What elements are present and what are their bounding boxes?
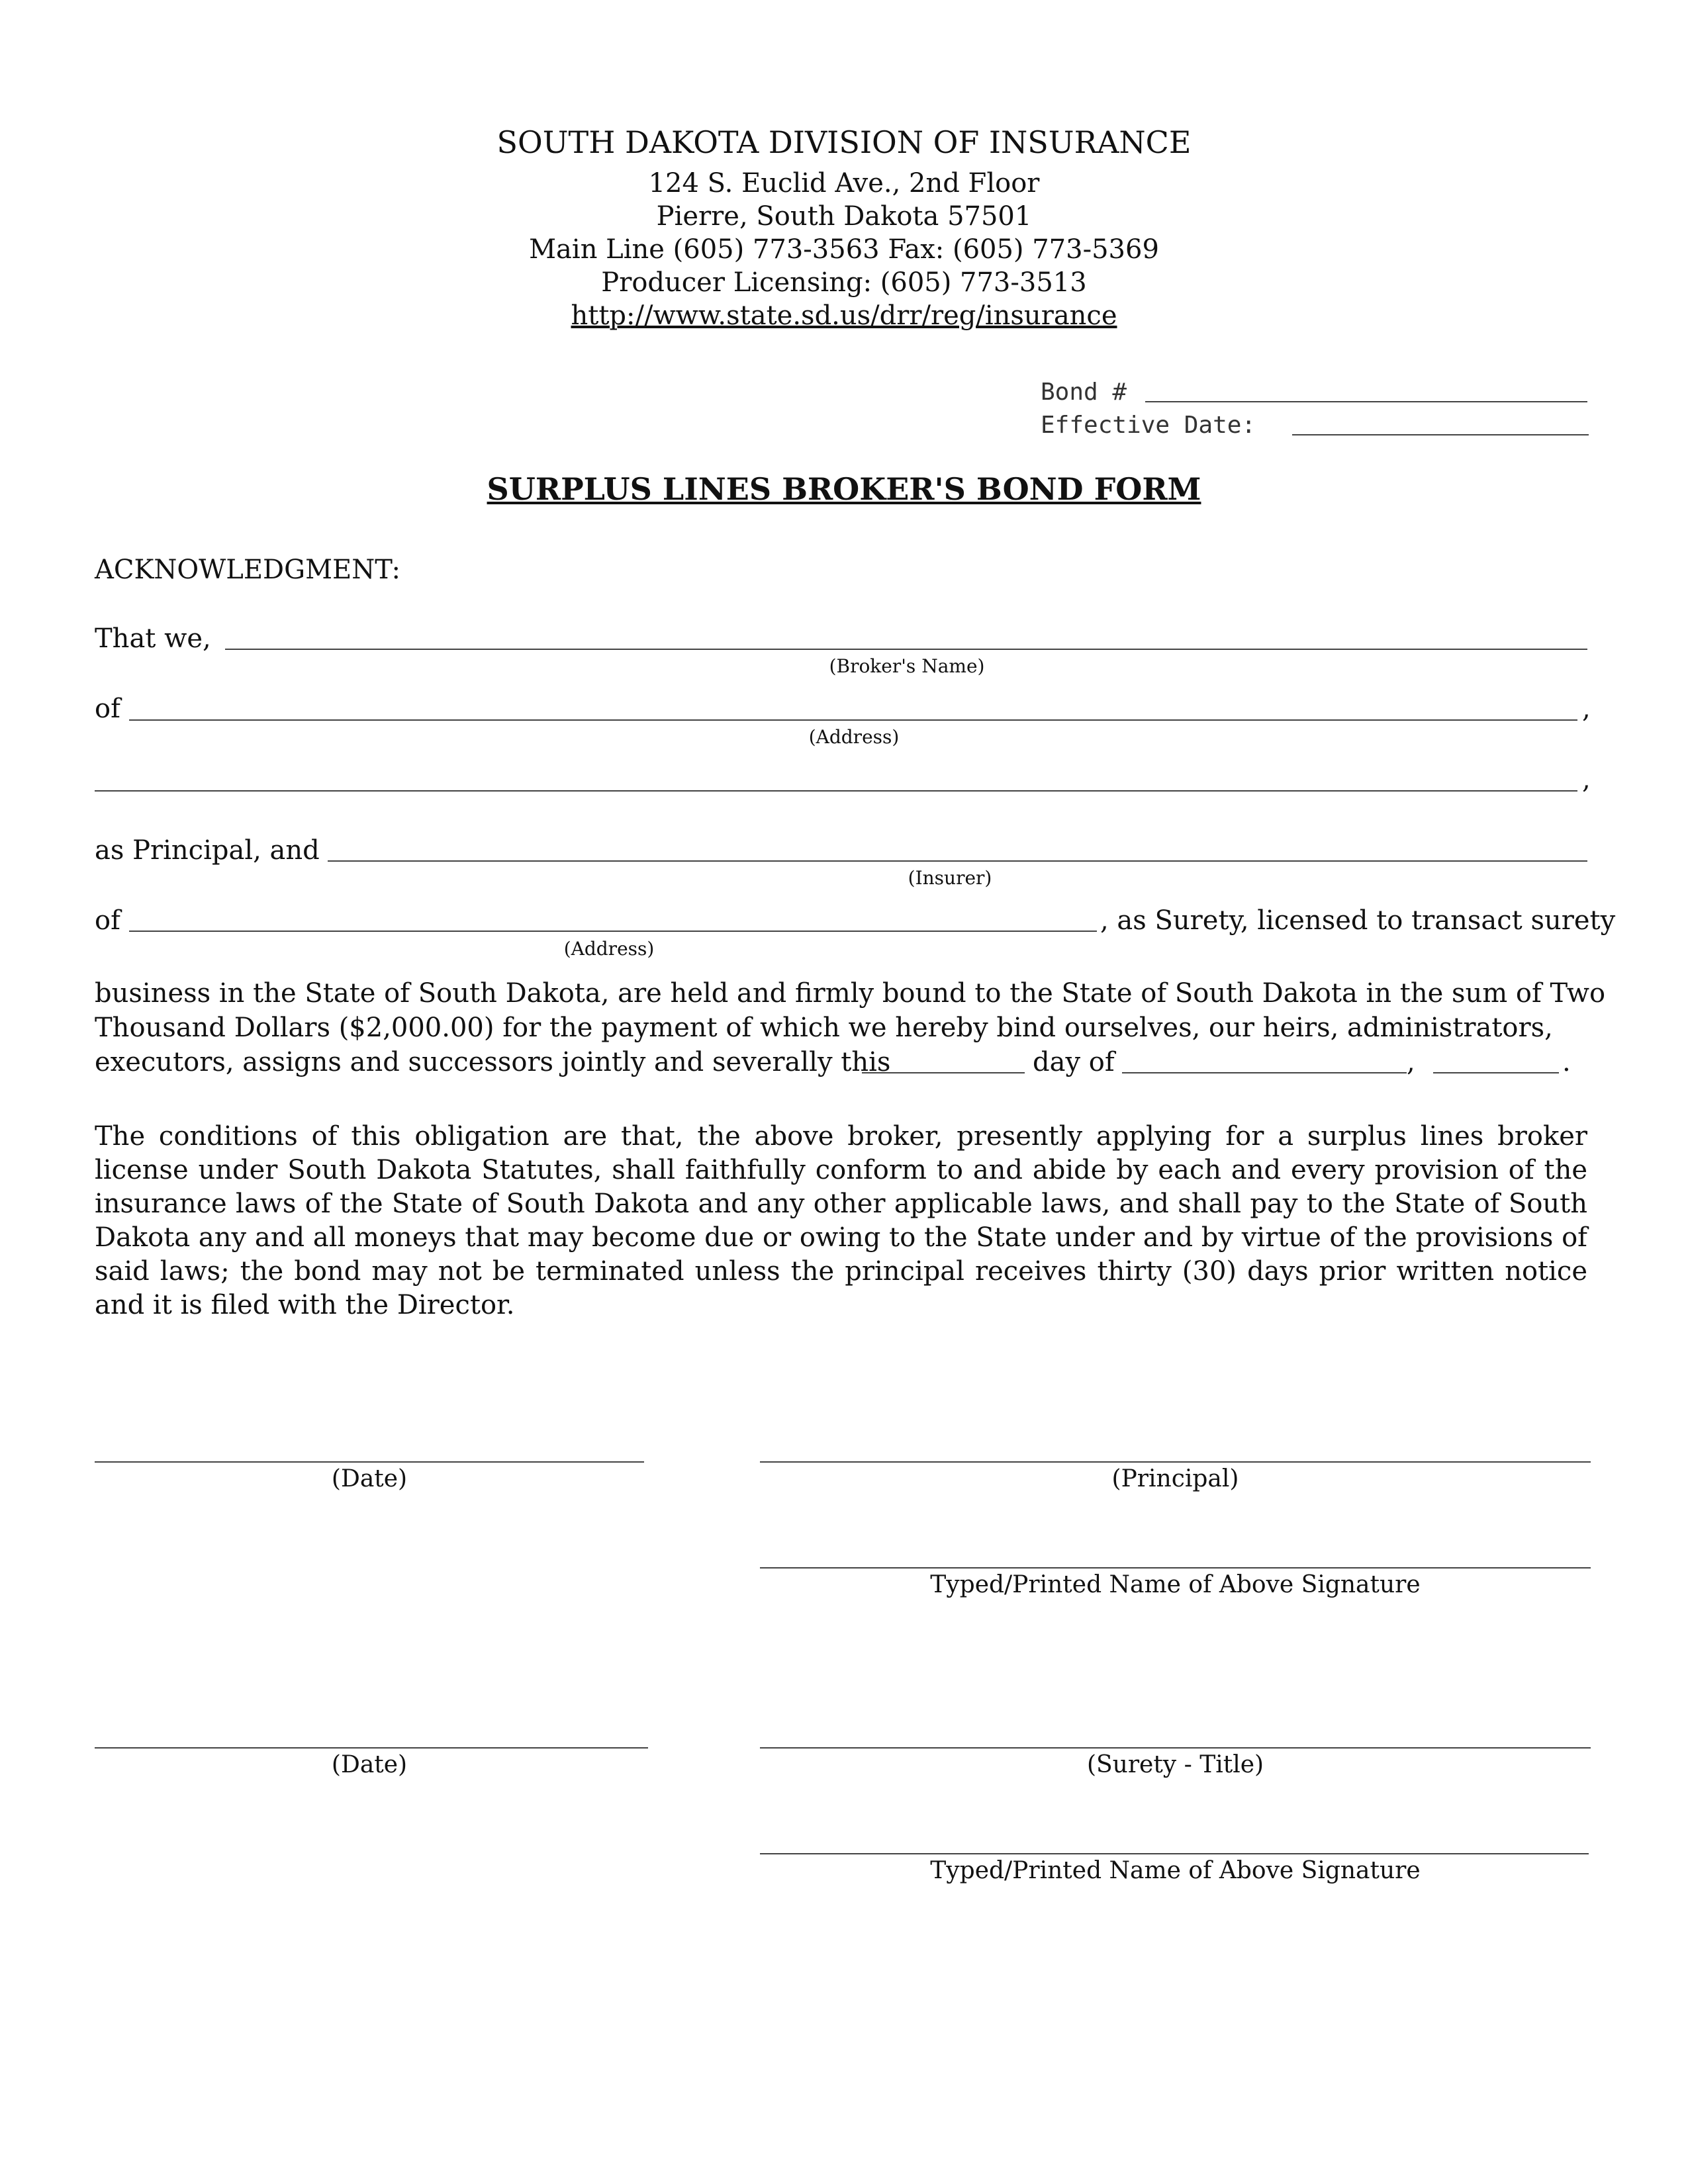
typed-name-line-2[interactable] (760, 1853, 1589, 1854)
day-of-label: day of (1033, 1047, 1115, 1077)
org-phones: Main Line (605) 773-3563 Fax: (605) 773-5369 (529, 234, 1159, 265)
bond-number-field[interactable] (1145, 401, 1587, 402)
of-label: of (95, 694, 120, 724)
body-line-3-text: executors, assigns and successors jointly and severally this (95, 1047, 891, 1077)
body-line-1: business in the State of South Dakota, are held and firmly bound to the State of South Dakota in the sum of Two (95, 978, 1606, 1009)
surety-title-caption: (Surety - Title) (1086, 1751, 1264, 1778)
surety-address-field[interactable] (129, 931, 1097, 932)
effective-date-field[interactable] (1292, 434, 1589, 435)
org-name: SOUTH DAKOTA DIVISION OF INSURANCE (496, 124, 1192, 160)
principal-signature-line[interactable] (760, 1461, 1591, 1463)
body-line-2: Thousand Dollars ($2,000.00) for the payment of which we hereby bind ourselves, our heirs, administrators, (95, 1013, 1553, 1043)
brokers-name-field[interactable] (225, 649, 1587, 650)
as-surety-text: , as Surety, licensed to transact surety (1100, 905, 1616, 936)
principal-caption: (Principal) (1111, 1465, 1239, 1492)
broker-address-field-2[interactable] (95, 790, 1577, 792)
as-principal-label: as Principal, and (95, 835, 320, 866)
acknowledgment-heading: ACKNOWLEDGMENT: (95, 555, 400, 585)
comma-date: , (1407, 1047, 1415, 1077)
date-signature-line-2[interactable] (95, 1747, 648, 1749)
comma-1: , (1582, 694, 1591, 724)
date-caption-1: (Date) (331, 1465, 408, 1492)
typed-name-line-1[interactable] (760, 1567, 1591, 1569)
org-website-link[interactable]: http://www.state.sd.us/drr/reg/insurance (571, 300, 1117, 331)
surety-title-signature-line[interactable] (760, 1747, 1591, 1749)
month-field[interactable] (1122, 1072, 1407, 1073)
brokers-name-caption: (Broker's Name) (829, 655, 985, 677)
org-address-line1: 124 S. Euclid Ave., 2nd Floor (648, 168, 1040, 199)
insurer-caption: (Insurer) (908, 867, 992, 889)
comma-2: , (1582, 764, 1591, 795)
broker-address-caption: (Address) (808, 726, 900, 748)
insurer-field[interactable] (328, 860, 1587, 862)
typed-name-caption-1: Typed/Printed Name of Above Signature (930, 1571, 1421, 1598)
date-signature-line-1[interactable] (95, 1461, 644, 1463)
effective-date-label: Effective Date: (1041, 412, 1256, 439)
form-title: SURPLUS LINES BROKER'S BOND FORM (487, 471, 1201, 507)
broker-address-field[interactable] (129, 719, 1577, 721)
org-address-line2: Pierre, South Dakota 57501 (656, 201, 1032, 232)
org-licensing-phone: Producer Licensing: (605) 773-3513 (601, 267, 1087, 298)
date-caption-2: (Date) (331, 1751, 408, 1778)
of-surety-label: of (95, 905, 120, 936)
period-date: . (1562, 1047, 1571, 1077)
bond-number-label: Bond # (1041, 379, 1127, 406)
that-we-label: That we, (95, 623, 211, 654)
year-field[interactable] (1433, 1072, 1559, 1073)
conditions-paragraph: The conditions of this obligation are that, the above broker, presently applying for a surplus lines broker license under South Dakota Statutes, shall faithfully conform to and abide by each and every provision of the insurance laws of the State of South Dakota and any other applicable laws, and shall pay to the State of South Dakota any and all moneys that may become due or owing to the State under and by virtue of the provisions of said laws; the bond may not be terminated unless the principal receives thirty (30) days prior written notice and it is filed with the Director. (95, 1121, 1587, 1320)
typed-name-caption-2: Typed/Printed Name of Above Signature (930, 1857, 1421, 1884)
day-field[interactable] (862, 1072, 1025, 1073)
surety-address-caption: (Address) (563, 938, 655, 960)
